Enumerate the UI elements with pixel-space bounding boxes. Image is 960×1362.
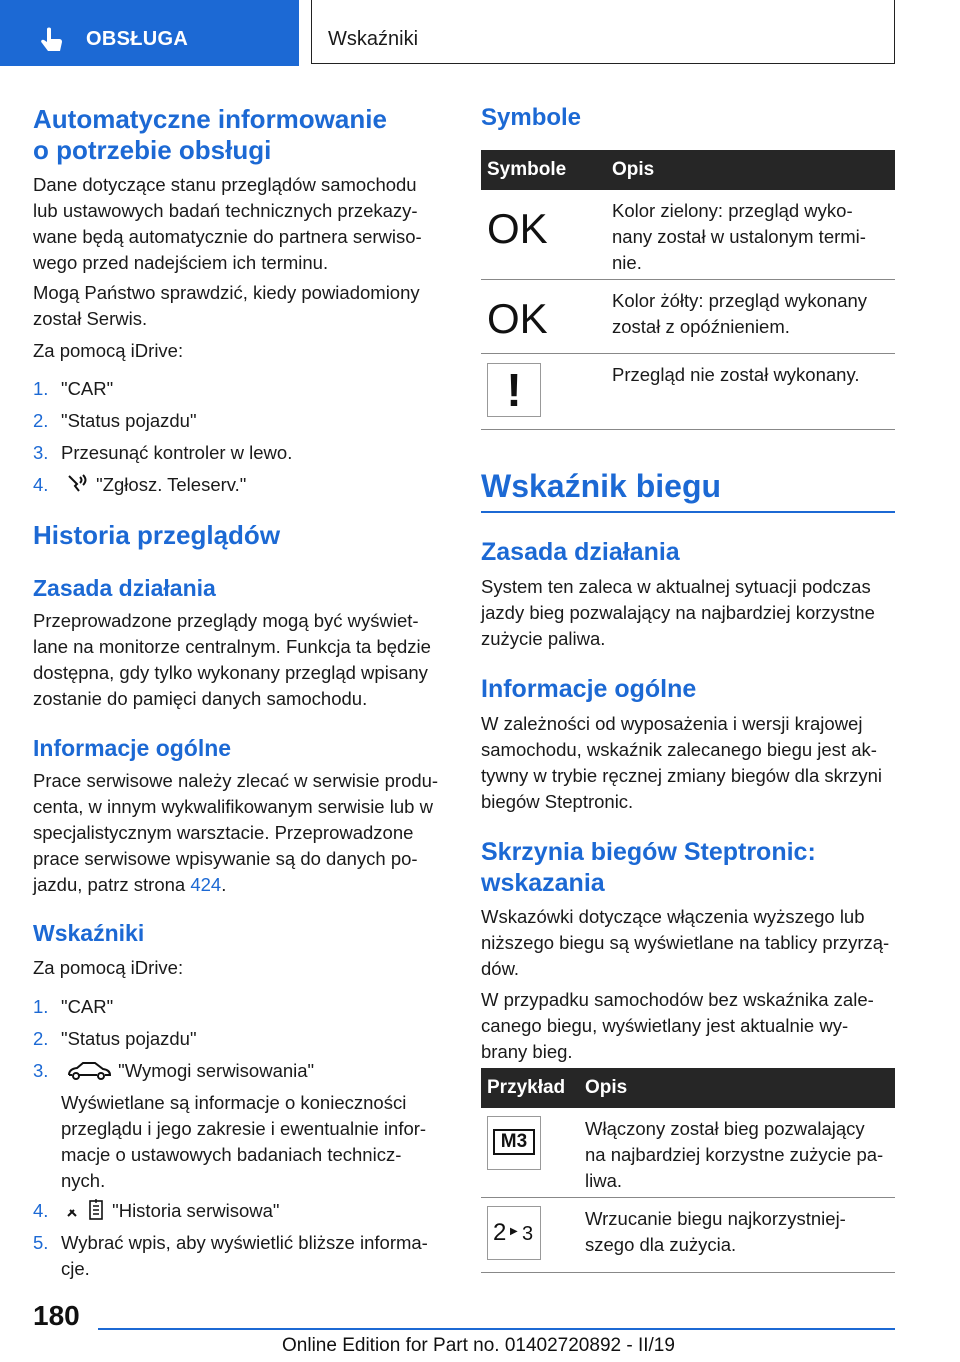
arrow-right-icon: ▶ xyxy=(510,1226,518,1237)
page-link[interactable]: 424 xyxy=(190,874,222,895)
list-item: 3. "Wymogi serwisowania" xyxy=(33,1060,315,1081)
page-number: 180 xyxy=(33,1300,80,1331)
service-history-icon xyxy=(66,1198,106,1222)
ok-green-symbol: OK xyxy=(487,205,548,252)
subheading-general: Informacje ogólne xyxy=(481,675,697,703)
table-row: OK Kolor żółty: przegląd wykonany został z opóźnieniem. xyxy=(481,280,895,354)
paragraph-principle: Przeprowadzone przeglądy mogą być wyświet- lane na monitorze centralnym. Funkcja ta będzie dostępna, gdy tylko wykonany przegląd wpisany zostanie do pamięci danych samochodu. xyxy=(33,610,431,709)
subheading-indicators: Wskaźniki xyxy=(33,920,145,946)
paragraph-idrive-2: Za pomocą iDrive: xyxy=(33,957,184,978)
section-tab-service[interactable] xyxy=(0,0,299,66)
paragraph-check: Mogą Państwo sprawdzić, kiedy powiadomiony został Serwis. xyxy=(33,282,420,329)
subheading-principle: Zasada działania xyxy=(33,575,216,601)
heading-gear-indicator: Wskaźnik biegu xyxy=(481,468,722,504)
list-item: 1. "CAR" xyxy=(33,378,114,399)
heading-auto-info: Automatyczne informowanie o potrzebie obsługi xyxy=(33,104,387,165)
paragraph-general: Prace serwisowe należy zlecać w serwisie produ- centa, w innym wykwalifikowanym serwisie lub w specjalistycznym warsztacie. Przeprowadzone prace serwisowe wpisywanie są do danych po- jazdu, patrz strona 424. xyxy=(33,770,439,895)
list-item: 5. Wybrać wpis, aby wyświetlić bliższe informa- xyxy=(33,1232,428,1253)
paragraph-idrive: Za pomocą iDrive: xyxy=(33,340,184,361)
list-item: 3. Przesunąć kontroler w lewo. xyxy=(33,442,293,463)
paragraph-principle: System ten zaleca w aktualnej sytuacji podczas jazdy bieg pozwalający na najbardziej korzystne zużycie paliwa. xyxy=(481,576,875,649)
chapter-tab-label: Wskaźniki xyxy=(328,28,419,50)
symbols-table-header: Symbole Opis xyxy=(481,150,895,190)
heading-symbols: Symbole xyxy=(481,104,582,131)
paragraph-auto-info: Dane dotyczące stanu przeglądów samochodu lub ustawowych badań technicznych przekazy- wane będą automatycznie do partnera serwiso- wego przed nadejściem ich terminu. xyxy=(33,174,422,273)
list-item: 1. "CAR" xyxy=(33,996,114,1017)
subheading-steptronic: Skrzynia biegów Steptronic: wskazania xyxy=(481,838,816,897)
hand-pointer-icon xyxy=(38,26,66,54)
subheading-general: Informacje ogólne xyxy=(33,735,232,761)
heading-service-history: Historia przeglądów xyxy=(33,520,281,550)
paragraph-general: W zależności od wyposażenia i wersji krajowej samochodu, wskaźnik zalecanego biegu jest ak- tywny w trybie ręcznej zmiany biegów dla skrzyni biegów Steptronic. xyxy=(481,713,882,812)
list-item: 2. "Status pojazdu" xyxy=(33,1028,197,1049)
table-row: ! Przegląd nie został wykonany. xyxy=(481,354,895,430)
table-row: M3 Włączony został bieg pozwalający na najbardziej korzystne zużycie pa- liwa. xyxy=(481,1108,895,1198)
edition-label: Online Edition for Part no. 01402720892 - II/19 xyxy=(282,1335,675,1356)
subheading-principle: Zasada działania xyxy=(481,538,680,566)
ok-yellow-symbol: OK xyxy=(487,295,548,342)
paragraph-no-indicator: W przypadku samochodów bez wskaźnika zale- canego biegu, wyświetlany jest aktualnie wy- brany bieg. xyxy=(481,989,874,1062)
section-tab-label: OBSŁUGA xyxy=(86,28,189,50)
teleservice-icon xyxy=(66,474,90,494)
list-item: 4. "Zgłosz. Teleserv." xyxy=(33,474,247,495)
table-row: OK Kolor zielony: przegląd wyko- nany został w ustalonym termi- nie. xyxy=(481,190,895,280)
gear-m3-symbol: M3 xyxy=(487,1116,541,1170)
list-item-detail: Wyświetlane są informacje o konieczności przeglądu i jego zakresie i ewentualnie infor- macje o ustawowych badaniach technicz- nych. xyxy=(61,1092,427,1191)
list-item: 4. "Historia serwisowa" xyxy=(33,1200,280,1221)
heading-underline xyxy=(481,511,895,513)
gear-table-header: Przykład Opis xyxy=(481,1068,895,1108)
paragraph-steptronic: Wskazówki dotyczące włączenia wyższego lub niższego biegu są wyświetlane na tablicy przyrzą- dów. xyxy=(481,906,890,979)
table-row: 2 ▶ 3 Wrzucanie biegu najkorzystniej- szego dla zużycia. xyxy=(481,1198,895,1273)
car-icon xyxy=(66,1060,112,1082)
footer-divider xyxy=(98,1328,895,1330)
list-item: 2. "Status pojazdu" xyxy=(33,410,197,431)
exclamation-symbol: ! xyxy=(487,363,541,417)
chapter-tab[interactable] xyxy=(311,0,895,64)
gear-upshift-symbol: 2 ▶ 3 xyxy=(487,1206,541,1260)
list-item-continued: cje. xyxy=(61,1258,90,1279)
